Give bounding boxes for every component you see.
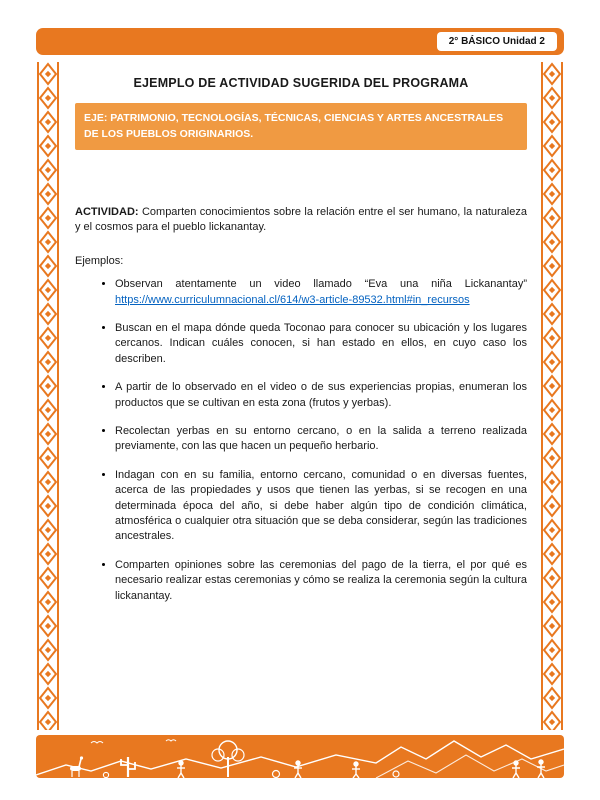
activity-text: Comparten conocimientos sobre la relación entre el ser humano, la naturaleza y el cosmos para el pueblo lickanantay. [75, 205, 527, 233]
right-border-ornament [541, 62, 563, 730]
unit-badge: 2° BÁSICO Unidad 2 [437, 32, 557, 51]
andean-landscape-art [36, 735, 564, 778]
examples-list [75, 277, 527, 604]
list-item [115, 321, 527, 367]
bullet-text: Recolectan yerbas en su entorno cercano, o en la salida a terreno realizada previamente, con las que hacen un pequeño herbario. [115, 425, 527, 453]
list-item [115, 424, 527, 455]
eje-banner: EJE: PATRIMONIO, TECNOLOGÍAS, TÉCNICAS, CIENCIAS Y ARTES ANCESTRALES DE LOS PUEBLOS ORIGINARIOS. [75, 103, 527, 150]
page-title: EJEMPLO DE ACTIVIDAD SUGERIDA DEL PROGRAMA [133, 76, 469, 90]
content-area [75, 76, 527, 617]
footer-illustration [36, 735, 564, 778]
activity-label: ACTIVIDAD: [75, 205, 139, 218]
bullet-text: • Observan atentamente un video llamado “Eva una niña Lickanantay” [115, 278, 527, 291]
list-item [115, 380, 527, 411]
list-item [115, 468, 527, 545]
list-item [115, 277, 527, 308]
bullet-text: Buscan en el mapa dónde queda Toconao para conocer su ubicación y los lugares cercanos. Indican cuáles conocen, si han estado en ellos, en cuyo caso los describen. [115, 322, 527, 365]
video-link[interactable]: https://www.curriculumnacional.cl/614/w3-article-89532.html#in_recursos [115, 293, 470, 306]
top-orange-bar [36, 28, 564, 55]
bullet-text: A partir de lo observado en el video o de sus experiencias propias, enumeran los productos que se cultivan en esta zona (frutos y yerbas). [115, 381, 527, 409]
activity-paragraph [75, 205, 527, 236]
bullet-text: Indagan con en su familia, entorno cercano, comunidad o en diversas fuentes, acerca de las propiedades y usos que tienen las yerbas, si se recogen en una determinada época del año, si debe haber algún tipo de condición climática, atmosférica o cualquier otra situación que se deba considerar, según las tradiciones ancestrales. [115, 468, 527, 543]
left-border-ornament [37, 62, 59, 730]
bullet-text: Comparten opiniones sobre las ceremonias del pago de la tierra, el por qué es necesario realizar estas ceremonias y cómo se realiza la ceremonia según la cultura lickanantay. [115, 558, 527, 602]
examples-label: Ejemplos: [75, 255, 124, 268]
list-item [115, 558, 527, 604]
